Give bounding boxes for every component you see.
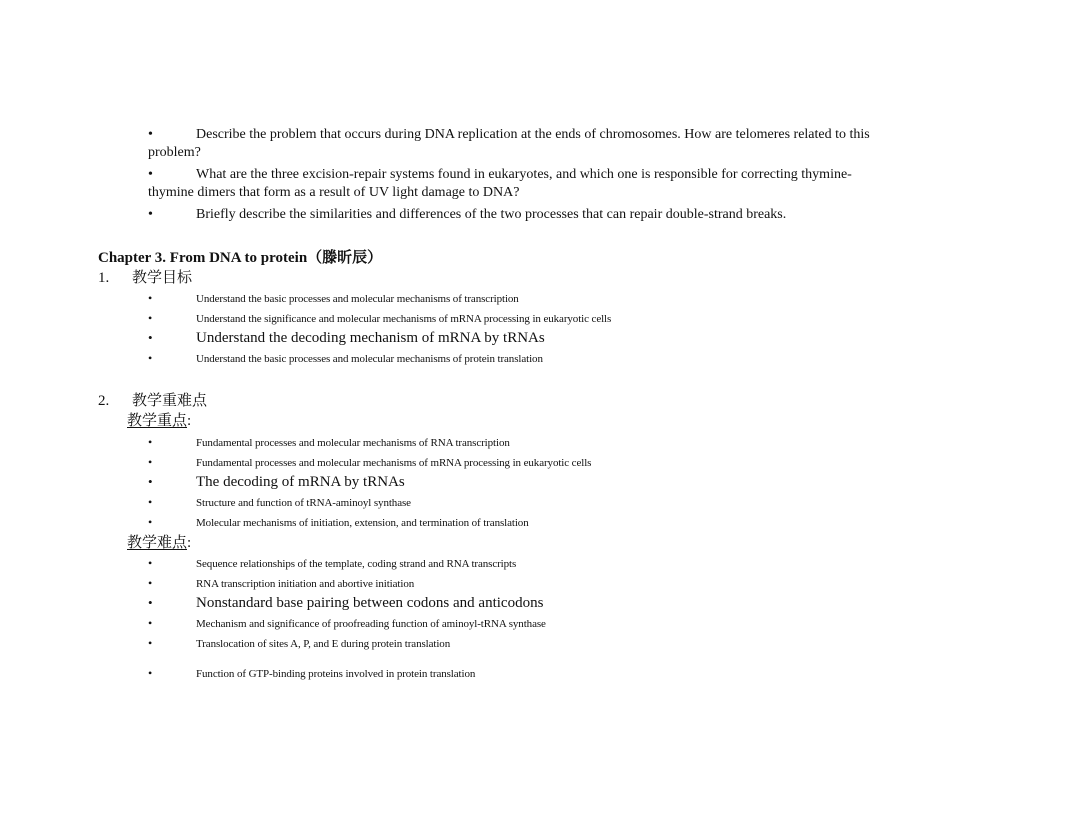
- question-1-line-2: problem?: [148, 145, 201, 160]
- bullet: •: [148, 435, 153, 449]
- bullet: •: [148, 666, 153, 680]
- key-point-text: Structure and function of tRNA-aminoyl synthase: [196, 497, 411, 509]
- question-2-line-2: thymine dimers that form as a result of UV light damage to DNA?: [148, 185, 520, 200]
- key-point-text: Molecular mechanisms of initiation, extension, and termination of translation: [196, 517, 529, 529]
- section-1-number: 1.: [98, 270, 110, 286]
- bullet: •: [148, 330, 153, 345]
- section-2-title: 教学重难点: [132, 393, 208, 409]
- key-points-colon: :: [187, 413, 192, 429]
- bullet: •: [148, 127, 153, 142]
- objective-text: Understand the basic processes and molecular mechanisms of protein translation: [196, 353, 543, 365]
- bullet: •: [148, 455, 153, 469]
- section-1-heading: [98, 266, 192, 287]
- question-2-line-1: What are the three excision-repair systems found in eukaryotes, and which one is responsible for correcting thymine-: [196, 167, 852, 182]
- question-1-line-1: Describe the problem that occurs during DNA replication at the ends of chromosomes. How are telomeres related to this: [196, 127, 870, 142]
- section-2-heading: [98, 389, 207, 410]
- key-point-text: Fundamental processes and molecular mechanisms of RNA transcription: [196, 437, 510, 449]
- bullet: •: [148, 515, 153, 529]
- key-points-label: [127, 409, 191, 430]
- objective-text: Understand the basic processes and molecular mechanisms of transcription: [196, 293, 519, 305]
- key-point-text: The decoding of mRNA by tRNAs: [196, 474, 405, 490]
- key-point-text: Fundamental processes and molecular mechanisms of mRNA processing in eukaryotic cells: [196, 457, 592, 469]
- bullet: •: [148, 595, 153, 610]
- bullet: •: [148, 576, 153, 590]
- difficult-point-text: RNA transcription initiation and abortive initiation: [196, 578, 415, 590]
- difficult-point-text: Function of GTP-binding proteins involved in protein translation: [196, 668, 476, 680]
- bullet: •: [148, 167, 153, 182]
- section-1-title: 教学目标: [132, 270, 193, 286]
- bullet: •: [148, 636, 153, 650]
- bullet: •: [148, 556, 153, 570]
- bullet: •: [148, 311, 153, 325]
- difficult-points-label: [127, 531, 191, 552]
- chapter-title: Chapter 3. From DNA to protein（滕昕辰）: [98, 250, 383, 266]
- difficult-point-text: Sequence relationships of the template, coding strand and RNA transcripts: [196, 558, 517, 570]
- section-2-number: 2.: [98, 393, 110, 409]
- key-points-title: 教学重点: [127, 413, 188, 429]
- difficult-points-title: 教学难点: [127, 535, 188, 551]
- bullet: •: [148, 351, 153, 365]
- question-3-line-1: Briefly describe the similarities and differences of the two processes that can repair double-strand breaks.: [196, 207, 787, 222]
- bullet: •: [148, 474, 153, 489]
- bullet: •: [148, 495, 153, 509]
- difficult-point-text: Nonstandard base pairing between codons and anticodons: [196, 595, 544, 611]
- difficult-point-text: Mechanism and significance of proofreading function of aminoyl-tRNA synthase: [196, 618, 546, 630]
- difficult-point-text: Translocation of sites A, P, and E during protein translation: [196, 638, 451, 650]
- bullet: •: [148, 291, 153, 305]
- difficult-points-colon: :: [187, 535, 192, 551]
- bullet: •: [148, 207, 153, 222]
- objective-text: Understand the decoding mechanism of mRNA by tRNAs: [196, 330, 545, 346]
- objective-text: Understand the significance and molecular mechanisms of mRNA processing in eukaryotic cells: [196, 313, 612, 325]
- bullet: •: [148, 616, 153, 630]
